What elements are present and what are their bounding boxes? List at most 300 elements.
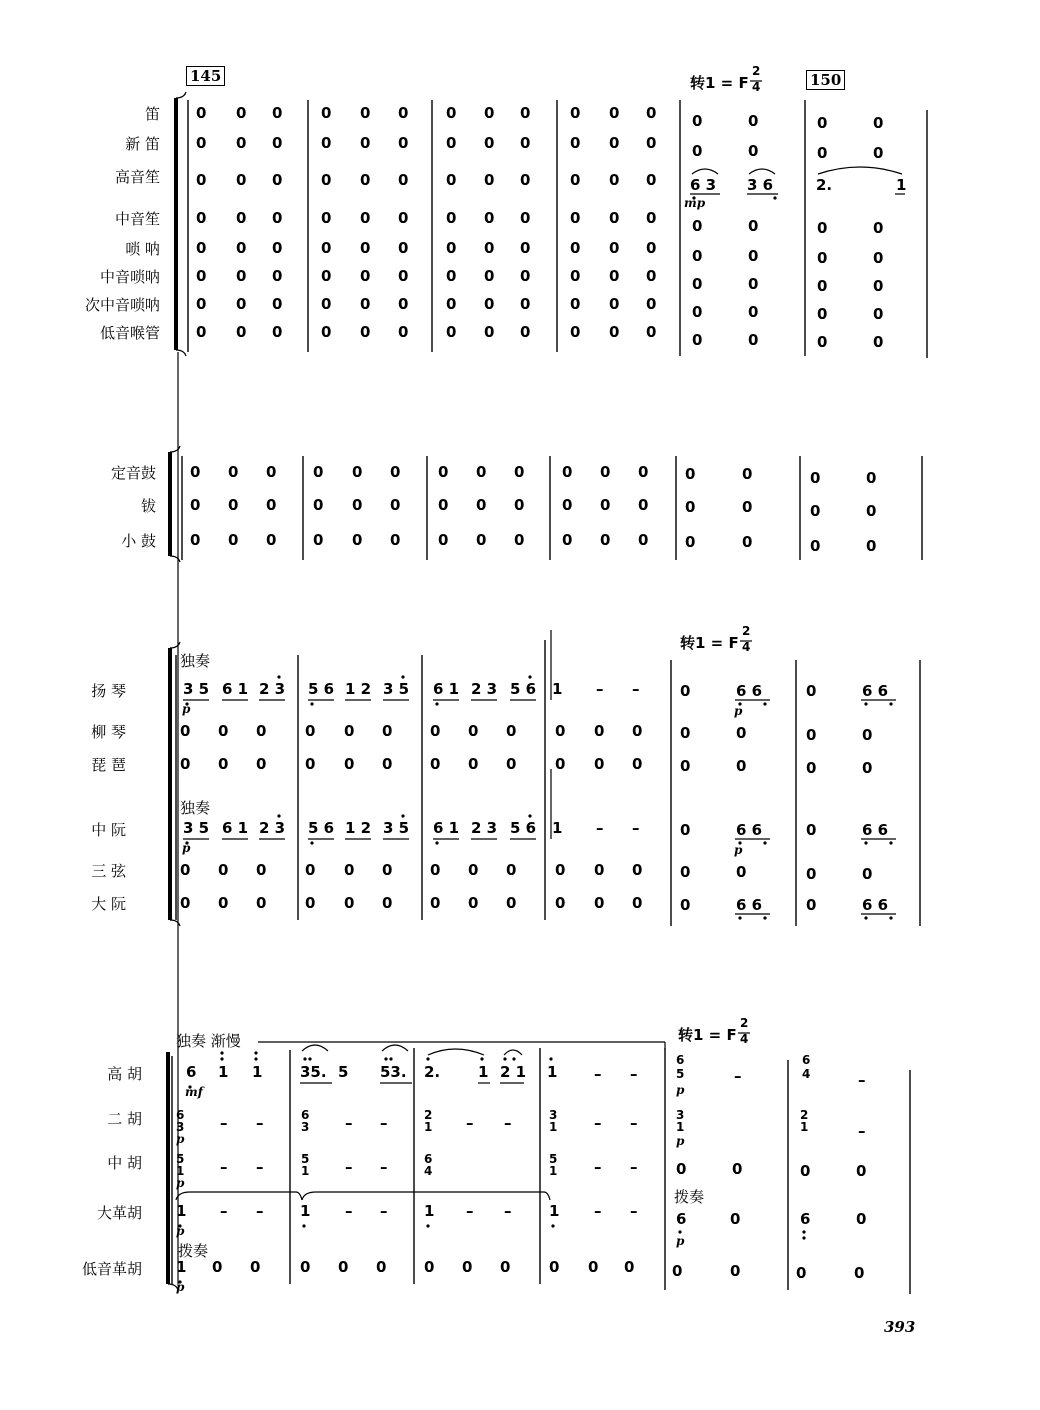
rest-w0-m6a: 0 bbox=[817, 114, 828, 132]
dagehu-m0: 1 bbox=[176, 1202, 187, 1220]
rest-w6-0-1: 0 bbox=[236, 295, 247, 313]
gaohu-note-2: 1 bbox=[252, 1063, 263, 1081]
rest-daruan-0-1: 0 bbox=[218, 894, 229, 912]
rest-w4-3-2: 0 bbox=[646, 239, 657, 257]
digehu-rest-2-0: 0 bbox=[549, 1258, 560, 1276]
label-winds-6: 次中音唢呐 bbox=[84, 296, 160, 314]
rest-liuqin-3-2: 0 bbox=[632, 722, 643, 740]
erhu-m1-b: 3 bbox=[176, 1120, 185, 1134]
gaosheng-1: 1 bbox=[896, 176, 907, 194]
rest-p0-0-2: 0 bbox=[266, 463, 277, 481]
dyn-p-yq-1: p bbox=[182, 702, 191, 716]
rest-w1-3-1: 0 bbox=[609, 134, 620, 152]
dot-high bbox=[426, 1057, 429, 1060]
dagehu-dash-1b: – bbox=[380, 1202, 388, 1220]
rest-p0-0-1: 0 bbox=[228, 463, 239, 481]
rest-w7-0-1: 0 bbox=[236, 323, 247, 341]
rest-daruan-2-1: 0 bbox=[468, 894, 479, 912]
rest-daruan-3-1: 0 bbox=[594, 894, 605, 912]
rest-daruan-3-2: 0 bbox=[632, 894, 643, 912]
rest-w0-0-0: 0 bbox=[196, 104, 207, 122]
erhu-dash-2a: – bbox=[466, 1114, 474, 1132]
rest-w6-2-1: 0 bbox=[484, 295, 495, 313]
rest-w0-3-2: 0 bbox=[646, 104, 657, 122]
rest-w1-0-0: 0 bbox=[196, 134, 207, 152]
label-winds-1: 新 笛 bbox=[125, 135, 160, 153]
dot-low bbox=[426, 1224, 429, 1227]
melody-yq-6: 6 1 bbox=[433, 680, 460, 698]
rest-w1-2-0: 0 bbox=[446, 134, 457, 152]
melody-yq-2: 2 3 bbox=[259, 680, 286, 698]
rest-yq-m5: 0 bbox=[680, 682, 691, 700]
erhu-m6-b: 1 bbox=[800, 1120, 809, 1134]
rest-p2-m5b: 0 bbox=[742, 533, 753, 551]
gaohu-note-9: 1 bbox=[547, 1063, 558, 1081]
dyn-p-zhonghu: p bbox=[176, 1176, 185, 1190]
rest-daruan-3-0: 0 bbox=[555, 894, 566, 912]
rest-w4-0-1: 0 bbox=[236, 239, 247, 257]
label-bow-2: 中 胡 bbox=[107, 1154, 142, 1172]
erhu-m4-a: 3 bbox=[549, 1108, 558, 1122]
label-perc-0: 定音鼓 bbox=[110, 464, 156, 482]
gaohu-chord-m5a: 6 bbox=[676, 1053, 685, 1067]
rest-w0-0-2: 0 bbox=[272, 104, 283, 122]
erhu-m5-a: 3 bbox=[676, 1108, 685, 1122]
rest-w7-m5b: 0 bbox=[748, 331, 759, 349]
dot-high bbox=[220, 1057, 223, 1060]
tie bbox=[302, 1192, 550, 1200]
rest-w3-2-2: 0 bbox=[520, 209, 531, 227]
rest-p1-3-2: 0 bbox=[638, 496, 649, 514]
digehu-rest-1-0: 0 bbox=[424, 1258, 435, 1276]
rest-p2-0-1: 0 bbox=[228, 531, 239, 549]
dagehu-rest-m5: 0 bbox=[730, 1210, 741, 1228]
erhu-m1-a: 6 bbox=[176, 1108, 185, 1122]
zhonghu-m3-b: 4 bbox=[424, 1164, 433, 1178]
label-pluck-1: 柳 琴 bbox=[91, 723, 126, 741]
rest-w3-m6b: 0 bbox=[873, 219, 884, 237]
rest-w7-m5a: 0 bbox=[692, 331, 703, 349]
rest-w5-0-2: 0 bbox=[272, 267, 283, 285]
zhonghu-m1-b: 1 bbox=[176, 1164, 185, 1178]
rest-w4-m6a: 0 bbox=[817, 249, 828, 267]
erhu-m6-a: 2 bbox=[800, 1108, 809, 1122]
erhu-dash-2b: – bbox=[504, 1114, 512, 1132]
label-winds-2: 高音笙 bbox=[114, 168, 160, 186]
rest-liuqin-3-1: 0 bbox=[594, 722, 605, 740]
rest-daruan-2-2: 0 bbox=[506, 894, 517, 912]
rest-liuqin-2-2: 0 bbox=[506, 722, 517, 740]
rest-w0-1-0: 0 bbox=[321, 104, 332, 122]
dyn-p-dagehu: p bbox=[176, 1224, 185, 1238]
rest-w7-2-0: 0 bbox=[446, 323, 457, 341]
rest-p0-2-0: 0 bbox=[438, 463, 449, 481]
rest-sanxian-0-1: 0 bbox=[218, 861, 229, 879]
rest-w6-2-2: 0 bbox=[520, 295, 531, 313]
melody-yq-m5: 6 6 bbox=[736, 682, 763, 700]
rest-pipa-1-2: 0 bbox=[382, 755, 393, 773]
gaosheng-2dot: 2. bbox=[816, 176, 833, 194]
rest-w2-3-0: 0 bbox=[570, 171, 581, 189]
rest-w7-m6b: 0 bbox=[873, 333, 884, 351]
melody-zr-5: 3 5 bbox=[383, 819, 410, 837]
rest-w3-m5a: 0 bbox=[692, 217, 703, 235]
rest-liuqin-1-1: 0 bbox=[344, 722, 355, 740]
rest-p2-3-2: 0 bbox=[638, 531, 649, 549]
rest-w7-3-0: 0 bbox=[570, 323, 581, 341]
slur bbox=[692, 169, 718, 174]
rest-w0-1-1: 0 bbox=[360, 104, 371, 122]
rest-pipa-m6a: 0 bbox=[806, 759, 817, 777]
rest-w1-1-2: 0 bbox=[398, 134, 409, 152]
rest-w2-2-1: 0 bbox=[484, 171, 495, 189]
chord-arp-zr: 1 bbox=[552, 819, 563, 837]
rest-sanxian-2-0: 0 bbox=[430, 861, 441, 879]
rest-p1-1-2: 0 bbox=[390, 496, 401, 514]
zhonghu-m4-b: 1 bbox=[549, 1164, 558, 1178]
time-sig-top-plucked: 2 bbox=[742, 624, 751, 638]
rest-w4-m5a: 0 bbox=[692, 247, 703, 265]
rest-pipa-2-1: 0 bbox=[468, 755, 479, 773]
dot-high bbox=[512, 1057, 515, 1060]
rest-w4-3-0: 0 bbox=[570, 239, 581, 257]
rest-w5-1-1: 0 bbox=[360, 267, 371, 285]
rest-p2-2-2: 0 bbox=[514, 531, 525, 549]
rest-sanxian-1-0: 0 bbox=[305, 861, 316, 879]
dot-low bbox=[864, 841, 867, 844]
melody-zr-7: 2 3 bbox=[471, 819, 498, 837]
rest-liuqin-0-1: 0 bbox=[218, 722, 229, 740]
digehu-rest-m5a: 0 bbox=[672, 1262, 683, 1280]
erhu-m5-b: 1 bbox=[676, 1120, 685, 1134]
rest-w1-2-1: 0 bbox=[484, 134, 495, 152]
dash-zr-2: – bbox=[632, 819, 640, 837]
rest-pipa-2-2: 0 bbox=[506, 755, 517, 773]
rest-yq-m6: 0 bbox=[806, 682, 817, 700]
slur bbox=[818, 167, 902, 174]
melody-zr-2: 2 3 bbox=[259, 819, 286, 837]
rest-daruan-m5a: 0 bbox=[680, 896, 691, 914]
rest-w6-1-1: 0 bbox=[360, 295, 371, 313]
rest-p1-2-0: 0 bbox=[438, 496, 449, 514]
rest-p1-0-0: 0 bbox=[190, 496, 201, 514]
rest-p0-3-0: 0 bbox=[562, 463, 573, 481]
rest-w3-3-1: 0 bbox=[609, 209, 620, 227]
dagehu-dash-3a: – bbox=[594, 1202, 602, 1220]
zhonghu-dash-0b: – bbox=[256, 1158, 264, 1176]
rest-liuqin-0-0: 0 bbox=[180, 722, 191, 740]
rest-w5-m6b: 0 bbox=[873, 277, 884, 295]
erhu-dash-0b: – bbox=[256, 1114, 264, 1132]
rest-p1-0-2: 0 bbox=[266, 496, 277, 514]
rest-w5-m5a: 0 bbox=[692, 275, 703, 293]
rest-p2-2-0: 0 bbox=[438, 531, 449, 549]
rest-w3-1-2: 0 bbox=[398, 209, 409, 227]
rest-sanxian-0-0: 0 bbox=[180, 861, 191, 879]
dagehu-m5: 6 bbox=[676, 1210, 687, 1228]
erhu-m3-b: 1 bbox=[424, 1120, 433, 1134]
label-bow-3: 大革胡 bbox=[96, 1204, 142, 1222]
rest-w7-2-2: 0 bbox=[520, 323, 531, 341]
rest-w0-3-0: 0 bbox=[570, 104, 581, 122]
erhu-m2-b: 3 bbox=[301, 1120, 310, 1134]
rest-w4-m6b: 0 bbox=[873, 249, 884, 267]
rest-w4-0-2: 0 bbox=[272, 239, 283, 257]
rest-p2-2-1: 0 bbox=[476, 531, 487, 549]
tie bbox=[176, 1192, 302, 1200]
rest-pipa-0-0: 0 bbox=[180, 755, 191, 773]
dot-high bbox=[480, 1057, 483, 1060]
rest-w5-m5b: 0 bbox=[748, 275, 759, 293]
fermata bbox=[382, 1045, 408, 1051]
dot-high bbox=[528, 675, 531, 678]
rest-w5-1-0: 0 bbox=[321, 267, 332, 285]
zhonghu-rest-m5b: 0 bbox=[732, 1160, 743, 1178]
pizz-digehu: 拨奏 bbox=[178, 1242, 209, 1260]
dot-low bbox=[802, 1236, 805, 1239]
zhonghu-dash-2b: – bbox=[630, 1158, 638, 1176]
rest-w2-0-2: 0 bbox=[272, 171, 283, 189]
dyn-p-erhu-m5: p bbox=[676, 1134, 685, 1148]
rest-pipa-1-0: 0 bbox=[305, 755, 316, 773]
gaohu-dash-2: – bbox=[630, 1065, 638, 1083]
rest-w3-2-0: 0 bbox=[446, 209, 457, 227]
rest-p0-1-1: 0 bbox=[352, 463, 363, 481]
rest-liuqin-3-0: 0 bbox=[555, 722, 566, 740]
rest-w6-m6b: 0 bbox=[873, 305, 884, 323]
time-sig-top-bowed: 2 bbox=[740, 1016, 749, 1030]
time-sig-bottom-top: 4 bbox=[752, 80, 761, 94]
dagehu-m2: 1 bbox=[424, 1202, 435, 1220]
rest-p2-3-0: 0 bbox=[562, 531, 573, 549]
rest-w6-2-0: 0 bbox=[446, 295, 457, 313]
rest-sanxian-2-2: 0 bbox=[506, 861, 517, 879]
rest-pipa-m5a: 0 bbox=[680, 757, 691, 775]
dot-low bbox=[864, 702, 867, 705]
melody-daruan-m5: 6 6 bbox=[736, 896, 763, 914]
rest-w3-1-0: 0 bbox=[321, 209, 332, 227]
rest-w3-m5b: 0 bbox=[748, 217, 759, 235]
rest-p1-m6b: 0 bbox=[866, 502, 877, 520]
rest-w5-3-1: 0 bbox=[609, 267, 620, 285]
dot-low bbox=[763, 916, 766, 919]
dash-yq-1: – bbox=[596, 680, 604, 698]
rest-p0-m5a: 0 bbox=[685, 465, 696, 483]
rest-w2-2-0: 0 bbox=[446, 171, 457, 189]
melody-zr-3: 5 6 bbox=[308, 819, 335, 837]
digehu-r2: 0 bbox=[250, 1258, 261, 1276]
label-bow-0: 高 胡 bbox=[107, 1065, 142, 1083]
rest-p1-m5b: 0 bbox=[742, 498, 753, 516]
zhonghu-dash-2a: – bbox=[594, 1158, 602, 1176]
solo-zhongruan: 独奏 bbox=[180, 799, 211, 817]
dyn-p-zr-1: p bbox=[182, 841, 191, 855]
rest-daruan-0-2: 0 bbox=[256, 894, 267, 912]
dyn-p-zr-2: p bbox=[734, 843, 743, 857]
dot-high bbox=[277, 814, 280, 817]
dot-high bbox=[528, 814, 531, 817]
zhonghu-rest-m6a: 0 bbox=[800, 1162, 811, 1180]
dyn-p-erhu: p bbox=[176, 1132, 185, 1146]
melody-yq-7: 2 3 bbox=[471, 680, 498, 698]
dot-low bbox=[889, 841, 892, 844]
time-sig-bottom-plucked: 4 bbox=[742, 640, 751, 654]
rest-sanxian-3-0: 0 bbox=[555, 861, 566, 879]
rest-w2-0-0: 0 bbox=[196, 171, 207, 189]
dot-high bbox=[303, 1057, 306, 1060]
rest-w5-0-1: 0 bbox=[236, 267, 247, 285]
rest-w1-2-2: 0 bbox=[520, 134, 531, 152]
rest-w0-0-1: 0 bbox=[236, 104, 247, 122]
dot-low bbox=[889, 916, 892, 919]
dot-high bbox=[254, 1057, 257, 1060]
rest-p1-3-0: 0 bbox=[562, 496, 573, 514]
rest-zr-m5: 0 bbox=[680, 821, 691, 839]
rest-w0-1-2: 0 bbox=[398, 104, 409, 122]
melody-zr-1: 6 1 bbox=[222, 819, 249, 837]
rest-p2-3-1: 0 bbox=[600, 531, 611, 549]
melody-zr-0: 3 5 bbox=[183, 819, 210, 837]
rest-pipa-0-1: 0 bbox=[218, 755, 229, 773]
rest-w4-1-2: 0 bbox=[398, 239, 409, 257]
dot-high bbox=[503, 1057, 506, 1060]
rest-pipa-3-1: 0 bbox=[594, 755, 605, 773]
rest-daruan-1-0: 0 bbox=[305, 894, 316, 912]
dyn-p-digehu: p bbox=[176, 1280, 185, 1294]
dyn-mp: mp bbox=[684, 196, 706, 210]
rest-w5-3-2: 0 bbox=[646, 267, 657, 285]
label-pluck-2: 琵 琶 bbox=[91, 756, 126, 774]
label-pluck-3: 中 阮 bbox=[91, 821, 126, 839]
rest-daruan-1-2: 0 bbox=[382, 894, 393, 912]
rest-sanxian-0-2: 0 bbox=[256, 861, 267, 879]
rest-w6-m6a: 0 bbox=[817, 305, 828, 323]
rest-w3-0-0: 0 bbox=[196, 209, 207, 227]
rest-w1-0-2: 0 bbox=[272, 134, 283, 152]
label-bow-4: 低音革胡 bbox=[81, 1260, 142, 1278]
dot-high bbox=[549, 1057, 552, 1060]
rest-daruan-2-0: 0 bbox=[430, 894, 441, 912]
digehu-rest-2-2: 0 bbox=[624, 1258, 635, 1276]
rest-w7-3-1: 0 bbox=[609, 323, 620, 341]
rest-w7-m6a: 0 bbox=[817, 333, 828, 351]
rest-w6-0-0: 0 bbox=[196, 295, 207, 313]
rest-sanxian-m6b: 0 bbox=[862, 865, 873, 883]
rest-sanxian-3-1: 0 bbox=[594, 861, 605, 879]
dagehu-dash-1a: – bbox=[345, 1202, 353, 1220]
rehearsal-mark-145: 145 bbox=[186, 66, 225, 86]
rest-liuqin-2-1: 0 bbox=[468, 722, 479, 740]
rest-w0-2-1: 0 bbox=[484, 104, 495, 122]
rest-pipa-2-0: 0 bbox=[430, 755, 441, 773]
dot-low bbox=[435, 702, 438, 705]
zhonghu-m2-b: 1 bbox=[301, 1164, 310, 1178]
rest-w3-m6a: 0 bbox=[817, 219, 828, 237]
rest-p1-2-1: 0 bbox=[476, 496, 487, 514]
rest-sanxian-1-1: 0 bbox=[344, 861, 355, 879]
rest-w1-1-1: 0 bbox=[360, 134, 371, 152]
zhonghu-m1-a: 5 bbox=[176, 1152, 185, 1166]
digehu-rest-2-1: 0 bbox=[588, 1258, 599, 1276]
rest-w0-m5b: 0 bbox=[748, 112, 759, 130]
pizz-dagehu: 拨奏 bbox=[674, 1188, 705, 1206]
rest-w6-1-0: 0 bbox=[321, 295, 332, 313]
rest-w4-2-0: 0 bbox=[446, 239, 457, 257]
gaohu-note-7: 1 bbox=[478, 1063, 489, 1081]
rest-pipa-3-0: 0 bbox=[555, 755, 566, 773]
rest-p1-0-1: 0 bbox=[228, 496, 239, 514]
rest-w7-0-0: 0 bbox=[196, 323, 207, 341]
dot-low bbox=[310, 841, 313, 844]
page-number: 393 bbox=[884, 1318, 916, 1336]
rest-liuqin-m6b: 0 bbox=[862, 726, 873, 744]
slur bbox=[749, 169, 775, 174]
melody-zr-m6: 6 6 bbox=[862, 821, 889, 839]
dot-low bbox=[551, 1224, 554, 1227]
rest-liuqin-m6a: 0 bbox=[806, 726, 817, 744]
rest-w7-1-0: 0 bbox=[321, 323, 332, 341]
erhu-m2-a: 6 bbox=[301, 1108, 310, 1122]
rest-w7-1-1: 0 bbox=[360, 323, 371, 341]
rest-sanxian-2-1: 0 bbox=[468, 861, 479, 879]
rest-sanxian-3-2: 0 bbox=[632, 861, 643, 879]
gaohu-dash-m6: – bbox=[858, 1071, 866, 1089]
melody-yq-5: 3 5 bbox=[383, 680, 410, 698]
slur bbox=[428, 1049, 484, 1055]
melody-zr-8: 5 6 bbox=[510, 819, 537, 837]
rest-w7-1-2: 0 bbox=[398, 323, 409, 341]
rest-liuqin-1-0: 0 bbox=[305, 722, 316, 740]
rest-w4-3-1: 0 bbox=[609, 239, 620, 257]
rest-p0-m6b: 0 bbox=[866, 469, 877, 487]
rest-w5-3-0: 0 bbox=[570, 267, 581, 285]
rest-sanxian-m6a: 0 bbox=[806, 865, 817, 883]
dagehu-rest-m6: 0 bbox=[856, 1210, 867, 1228]
dagehu-dash-3b: – bbox=[630, 1202, 638, 1220]
rest-w0-m5a: 0 bbox=[692, 112, 703, 130]
label-perc-1: 钹 bbox=[140, 497, 156, 515]
rest-w4-1-0: 0 bbox=[321, 239, 332, 257]
rest-w6-m5b: 0 bbox=[748, 303, 759, 321]
rest-w0-2-2: 0 bbox=[520, 104, 531, 122]
rest-w4-1-1: 0 bbox=[360, 239, 371, 257]
dot-high bbox=[254, 1051, 257, 1054]
melody-zr-6: 6 1 bbox=[433, 819, 460, 837]
melody-zr-m5: 6 6 bbox=[736, 821, 763, 839]
melody-zr-4: 1 2 bbox=[345, 819, 372, 837]
rest-daruan-0-0: 0 bbox=[180, 894, 191, 912]
rest-w1-m5b: 0 bbox=[748, 142, 759, 160]
dot-low bbox=[738, 916, 741, 919]
melody-yq-4: 1 2 bbox=[345, 680, 372, 698]
dyn-p-dagehu-m5: p bbox=[676, 1234, 685, 1248]
dot-low bbox=[763, 702, 766, 705]
zhonghu-m4-a: 5 bbox=[549, 1152, 558, 1166]
rest-liuqin-m5a: 0 bbox=[680, 724, 691, 742]
zhonghu-dash-1b: – bbox=[380, 1158, 388, 1176]
rest-pipa-1-1: 0 bbox=[344, 755, 355, 773]
rest-sanxian-m5b: 0 bbox=[736, 863, 747, 881]
label-bow-1: 二 胡 bbox=[107, 1110, 142, 1128]
digehu-m1: 1 bbox=[176, 1258, 187, 1276]
gaohu-note-6: 2. bbox=[424, 1063, 441, 1081]
rest-daruan-1-1: 0 bbox=[344, 894, 355, 912]
label-pluck-5: 大 阮 bbox=[91, 895, 126, 913]
gaohu-dash-1: – bbox=[594, 1065, 602, 1083]
digehu-rest-m5b: 0 bbox=[730, 1262, 741, 1280]
rest-w4-0-0: 0 bbox=[196, 239, 207, 257]
rest-w5-2-1: 0 bbox=[484, 267, 495, 285]
